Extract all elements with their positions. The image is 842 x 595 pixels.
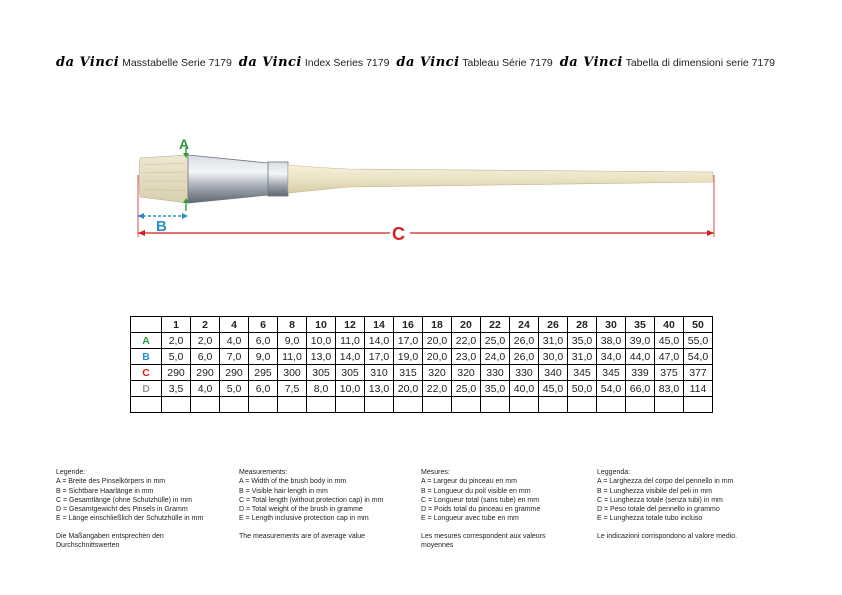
table-cell: 40,0 [510, 381, 539, 397]
table-cell: 315 [394, 365, 423, 381]
table-cell: 45,0 [655, 333, 684, 349]
table-cell [568, 397, 597, 413]
table-cell: 55,0 [684, 333, 713, 349]
table-cell: 20,0 [423, 333, 452, 349]
size-header: 4 [220, 317, 249, 333]
table-cell [336, 397, 365, 413]
size-header: 22 [481, 317, 510, 333]
table-cell: 39,0 [626, 333, 655, 349]
table-cell: 19,0 [394, 349, 423, 365]
table-cell: 25,0 [452, 381, 481, 397]
table-cell: 31,0 [568, 349, 597, 365]
table-cell: 25,0 [481, 333, 510, 349]
size-header: 40 [655, 317, 684, 333]
table-cell: 11,0 [278, 349, 307, 365]
table-cell: 345 [568, 365, 597, 381]
table-cell [220, 397, 249, 413]
table-cell: 6,0 [191, 349, 220, 365]
legend-note [421, 532, 546, 551]
table-cell: 14,0 [336, 349, 365, 365]
table-cell: 11,0 [336, 333, 365, 349]
table-cell: 35,0 [568, 333, 597, 349]
table-row [131, 365, 713, 381]
measure-b [138, 213, 188, 235]
table-cell [655, 397, 684, 413]
table-cell: 7,0 [220, 349, 249, 365]
legend-line: C = Gesamtlänge (ohne Schutzhülle) in mm [56, 496, 192, 504]
table-cell [249, 397, 278, 413]
legend-note-line: moyennes [421, 542, 454, 550]
table-cell [510, 397, 539, 413]
label-b: B [156, 218, 167, 235]
table-cell: 3,5 [162, 381, 191, 397]
table-cell: 50,0 [568, 381, 597, 397]
legend-line: A = Width of the brush body in mm [239, 478, 347, 486]
table-cell [684, 397, 713, 413]
table-cell: 4,0 [220, 333, 249, 349]
table-cell: 26,0 [510, 349, 539, 365]
table-cell: 345 [597, 365, 626, 381]
legend-line: E = Longueur avec tube en mm [421, 515, 519, 523]
table-cell: 34,0 [597, 349, 626, 365]
table-cell: 44,0 [626, 349, 655, 365]
legend-line: B = Sichtbare Haarlänge in mm [56, 487, 154, 495]
row-label: C [131, 365, 162, 381]
table-row [131, 333, 713, 349]
legend-de [56, 468, 203, 550]
legend-note [56, 532, 203, 551]
title-fr: Tableau Série 7179 [462, 57, 553, 69]
row-label: B [131, 349, 162, 365]
table-cell: 7,5 [278, 381, 307, 397]
table-cell: 26,0 [510, 333, 539, 349]
table-cell: 9,0 [249, 349, 278, 365]
table-cell: 2,0 [162, 333, 191, 349]
table-cell [365, 397, 394, 413]
table-cell: 24,0 [481, 349, 510, 365]
table-cell: 377 [684, 365, 713, 381]
label-a: A [179, 136, 190, 152]
size-header: 1 [162, 317, 191, 333]
size-header: 24 [510, 317, 539, 333]
legend-title: Leggenda: [597, 469, 631, 476]
table-cell: 45,0 [539, 381, 568, 397]
brand-logo: da Vinci [238, 55, 302, 70]
legend-line: B = Longueur du poil visible en mm [421, 487, 531, 495]
table-cell: 20,0 [423, 349, 452, 365]
row-label: D [131, 381, 162, 397]
measurements-table [130, 316, 713, 413]
table-cell: 300 [278, 365, 307, 381]
table-cell: 17,0 [394, 333, 423, 349]
table-cell [597, 397, 626, 413]
table-cell: 305 [307, 365, 336, 381]
table-cell: 4,0 [191, 381, 220, 397]
table-cell: 305 [336, 365, 365, 381]
legend-line: E = Lunghezza totale tubo incluso [597, 515, 703, 523]
brand-logo: da Vinci [56, 55, 120, 70]
legend-line: A = Breite des Pinselkörpers in mm [56, 478, 166, 486]
table-cell: 330 [481, 365, 510, 381]
table-cell: 6,0 [249, 333, 278, 349]
table-cell: 2,0 [191, 333, 220, 349]
legend-note [239, 532, 383, 541]
legend-en [239, 468, 383, 541]
brand-logo: da Vinci [396, 55, 460, 70]
size-header: 18 [423, 317, 452, 333]
size-header: 10 [307, 317, 336, 333]
table-cell: 5,0 [220, 381, 249, 397]
size-header: 28 [568, 317, 597, 333]
table-cell [452, 397, 481, 413]
table-cell: 320 [423, 365, 452, 381]
table-row [131, 397, 713, 413]
table-cell: 375 [655, 365, 684, 381]
legend-line: C = Longueur total (sans tube) en mm [421, 496, 540, 504]
size-header: 30 [597, 317, 626, 333]
table-cell: 310 [365, 365, 394, 381]
label-c: C [392, 224, 405, 244]
brush-diagram [128, 125, 728, 250]
legend-line: E = Length inclusive protection cap in mm [239, 515, 369, 523]
size-header: 20 [452, 317, 481, 333]
table-cell: 114 [684, 381, 713, 397]
table-cell: 10,0 [307, 333, 336, 349]
legend-line: D = Peso totale del pennello in grammo [597, 506, 720, 514]
legend-note-line: Le indicazioni corrispondono al valore medio. [597, 532, 738, 540]
legend-line: D = Poids total du pinceau en gramme [421, 506, 541, 514]
table-cell: 8,0 [307, 381, 336, 397]
table-cell: 20,0 [394, 381, 423, 397]
legend-line: E = Länge einschließlich der Schutzhülle in mm [56, 515, 204, 523]
table-cell: 6,0 [249, 381, 278, 397]
table-cell [423, 397, 452, 413]
table-cell: 30,0 [539, 349, 568, 365]
table-cell: 330 [510, 365, 539, 381]
legend-note-line: Les mesures correspondent aux valeurs [421, 532, 546, 540]
size-header: 14 [365, 317, 394, 333]
table-cell [307, 397, 336, 413]
title-en: Index Series 7179 [304, 57, 390, 69]
legend-line: D = Total weight of the brush in gramme [239, 506, 363, 514]
legend-note [597, 532, 737, 541]
title-de: Masstabelle Serie 7179 [122, 57, 232, 69]
table-cell [626, 397, 655, 413]
legend-line: B = Visible hair length in mm [239, 487, 328, 495]
table-row [131, 381, 713, 397]
table-cell: 38,0 [597, 333, 626, 349]
table-cell [539, 397, 568, 413]
table-cell: 83,0 [655, 381, 684, 397]
table-cell: 47,0 [655, 349, 684, 365]
table-cell: 340 [539, 365, 568, 381]
size-header: 26 [539, 317, 568, 333]
table-cell [278, 397, 307, 413]
table-cell: 14,0 [365, 333, 394, 349]
table-cell: 35,0 [481, 381, 510, 397]
legend-title: Legende: [56, 469, 86, 476]
legend-fr [421, 468, 546, 550]
table-cell: 66,0 [626, 381, 655, 397]
table-header-row [131, 317, 713, 333]
brush-handle [288, 165, 713, 193]
table-cell: 290 [220, 365, 249, 381]
table-cell: 22,0 [423, 381, 452, 397]
size-header: 16 [394, 317, 423, 333]
row-label: A [131, 333, 162, 349]
table-cell: 339 [626, 365, 655, 381]
table-cell: 13,0 [307, 349, 336, 365]
table-cell: 290 [162, 365, 191, 381]
legend-line: C = Lunghezza totale (senza tubi) in mm [597, 496, 723, 504]
size-header: 50 [684, 317, 713, 333]
legend-note-line: Die Maßangaben entsprechen den [56, 532, 164, 540]
legend-title: Measurements: [239, 469, 288, 476]
table-cell: 54,0 [684, 349, 713, 365]
table-cell [191, 397, 220, 413]
title-it: Tabella di dimensioni serie 7179 [625, 57, 776, 69]
size-header: 12 [336, 317, 365, 333]
table-cell: 10,0 [336, 381, 365, 397]
size-header: 35 [626, 317, 655, 333]
corner-cell [131, 317, 162, 333]
brush-bristles [139, 155, 188, 203]
legend-note-line: The measurements are of average value [239, 532, 366, 540]
header [56, 55, 779, 70]
legend-note-line: Durchschnittswerten [56, 542, 120, 550]
size-header: 6 [249, 317, 278, 333]
table-row [131, 349, 713, 365]
size-header: 2 [191, 317, 220, 333]
table-cell: 54,0 [597, 381, 626, 397]
table-cell [481, 397, 510, 413]
table-cell: 5,0 [162, 349, 191, 365]
table-cell: 295 [249, 365, 278, 381]
row-label [131, 397, 162, 413]
table-cell: 17,0 [365, 349, 394, 365]
table-cell: 31,0 [539, 333, 568, 349]
table-cell: 22,0 [452, 333, 481, 349]
table-cell: 320 [452, 365, 481, 381]
table-cell: 9,0 [278, 333, 307, 349]
legend-line: D = Gesamtgewicht des Pinsels in Gramm [56, 506, 188, 514]
legend-line: B = Lunghezza visibile del peli in mm [597, 487, 712, 495]
table-cell: 290 [191, 365, 220, 381]
table-cell: 13,0 [365, 381, 394, 397]
table-cell [394, 397, 423, 413]
legend-title: Mesures: [421, 469, 450, 476]
brand-logo: da Vinci [559, 55, 623, 70]
table-cell: 23,0 [452, 349, 481, 365]
table-cell [162, 397, 191, 413]
size-header: 8 [278, 317, 307, 333]
legend-line: A = Larghezza del corpo del pennello in mm [597, 478, 734, 486]
legend-line: A = Largeur du pinceau en mm [421, 478, 517, 486]
legend-it [597, 468, 737, 541]
legend-line: C = Total length (without protection cap) in mm [239, 496, 384, 504]
